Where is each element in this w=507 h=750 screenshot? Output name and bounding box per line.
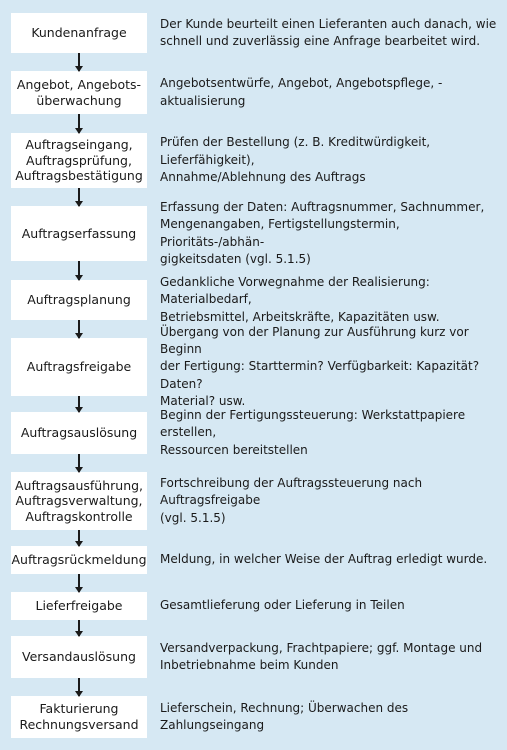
step-description-angebot: Angebotsentwürfe, Angebot, Angebotspflege, -aktualisierung <box>160 76 443 108</box>
step-description-auftragsausfuehrung: Fortschreibung der Auftragssteuerung nach Auftragsfreigabe (vgl. 5.1.5) <box>160 475 423 525</box>
step-description-auftragsplanung: Gedankliche Vorwegnahme der Realisierung: Materialbedarf, Betriebsmittel, Arbeitskräfte, Kapazitäten usw. <box>160 274 440 324</box>
step-description-kundenanfrage: Der Kunde beurteilt einen Lieferanten auch danach, wie schnell und zuverlässig eine Anfrage bearbeitet wird. <box>160 16 497 48</box>
step-box-versandausloesung: Versandauslösung <box>11 636 147 678</box>
step-description-auftragseingang: Prüfen der Bestellung (z. B. Kreditwürdigkeit, Lieferfähigkeit), Annahme/Ablehnung des Auftrags <box>160 135 431 185</box>
step-description-auftragsausloesung: Beginn der Fertigungssteuerung: Werkstattpapiere erstellen, Ressourcen bereitstellen <box>160 407 466 457</box>
step-box-auftragsausfuehrung: Auftragsausführung, Auftragsverwaltung, Auftragskontrolle <box>11 472 147 530</box>
step-box-auftragsplanung: Auftragsplanung <box>11 280 147 320</box>
flow-arrow <box>78 620 80 636</box>
step-description-auftragsfreigabe: Übergang von der Planung zur Ausführung kurz vor Beginn der Fertigung: Starttermin? Verfügbarkeit: Kapazität? Daten? Material? usw. <box>160 324 480 409</box>
step-box-angebot: Angebot, Angebots- überwachung <box>11 71 147 114</box>
flow-arrow <box>78 396 80 412</box>
flow-arrow <box>78 574 80 592</box>
step-box-lieferfreigabe: Lieferfreigabe <box>11 592 147 620</box>
step-box-auftragsfreigabe: Auftragsfreigabe <box>11 338 147 396</box>
flow-arrow <box>78 530 80 546</box>
step-box-auftragserfassung: Auftragserfassung <box>11 206 147 261</box>
flow-arrow <box>78 53 80 71</box>
flow-arrow <box>78 114 80 133</box>
flow-arrow <box>78 678 80 696</box>
flow-arrow <box>78 261 80 280</box>
step-box-fakturierung: Fakturierung Rechnungsversand <box>11 696 147 738</box>
step-description-auftragserfassung: Erfassung der Daten: Auftragsnummer, Sachnummer, Mengenangaben, Fertigstellungstermin, Prioritäts-/abhän- gigkeitsdaten (vgl. 5.1.5) <box>160 199 485 266</box>
flow-arrow <box>78 454 80 472</box>
step-box-auftragsausloesung: Auftragsauslösung <box>11 412 147 454</box>
flow-arrow <box>78 188 80 206</box>
step-description-versandausloesung: Versandverpackung, Frachtpapiere; ggf. Montage und Inbetriebnahme beim Kunden <box>160 640 483 672</box>
step-box-kundenanfrage: Kundenanfrage <box>11 13 147 53</box>
step-description-lieferfreigabe: Gesamtlieferung oder Lieferung in Teilen <box>160 598 405 613</box>
step-box-auftragsrueckmeldung: Auftragsrückmeldung <box>11 546 147 574</box>
step-description-fakturierung: Lieferschein, Rechnung; Überwachen des Zahlungseingang <box>160 700 409 732</box>
flow-arrow <box>78 320 80 338</box>
step-box-auftragseingang: Auftragseingang, Auftragsprüfung, Auftragsbestätigung <box>11 133 147 188</box>
step-description-auftragsrueckmeldung: Meldung, in welcher Weise der Auftrag erledigt wurde. <box>160 552 488 567</box>
